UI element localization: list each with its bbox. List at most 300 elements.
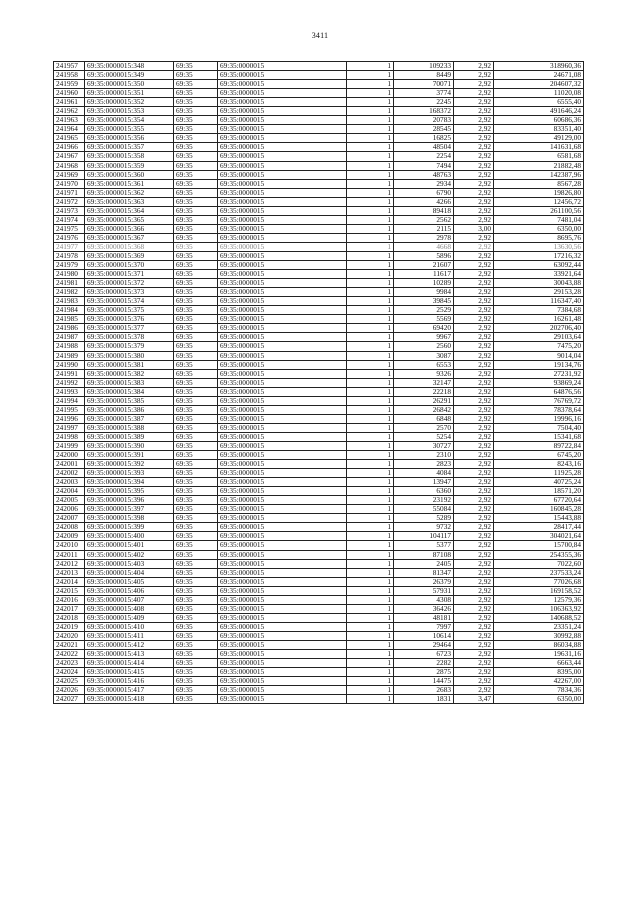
- cadastral-value-cell: 28417,44: [494, 523, 584, 532]
- cadastral-value-cell: 29103,64: [494, 333, 584, 342]
- cadastral-number-cell: 69:35:0000015:406: [85, 586, 174, 595]
- row-number-cell: 241974: [54, 215, 85, 224]
- area-cell: 4668: [394, 242, 454, 251]
- specific-value-cell: 2,92: [454, 460, 494, 469]
- cadastral-value-cell: 140688,52: [494, 613, 584, 622]
- cadastral-number-cell: 69:35:0000015:354: [85, 116, 174, 125]
- cadastral-value-cell: 202706,40: [494, 324, 584, 333]
- cadastral-value-cell: 491646,24: [494, 107, 584, 116]
- group-cell: 1: [347, 242, 394, 251]
- table-row: [54, 360, 584, 369]
- group-cell: 1: [347, 152, 394, 161]
- row-number-cell: 241979: [54, 261, 85, 270]
- row-number-cell: 242022: [54, 650, 85, 659]
- group-cell: 1: [347, 613, 394, 622]
- table-row: [54, 197, 584, 206]
- group-cell: 1: [347, 469, 394, 478]
- area-cell: 6360: [394, 487, 454, 496]
- table-row: [54, 568, 584, 577]
- specific-value-cell: 2,92: [454, 242, 494, 251]
- specific-value-cell: 2,92: [454, 686, 494, 695]
- cadastral-value-cell: 19134,76: [494, 360, 584, 369]
- quarter-number-cell: 69:35:0000015: [218, 441, 347, 450]
- cadastral-value-cell: 8567,28: [494, 179, 584, 188]
- cadastral-number-cell: 69:35:0000015:399: [85, 523, 174, 532]
- district-code-cell: 69:35: [174, 315, 218, 324]
- cadastral-value-cell: 13630,56: [494, 242, 584, 251]
- quarter-number-cell: 69:35:0000015: [218, 143, 347, 152]
- cadastral-value-cell: 19996,16: [494, 414, 584, 423]
- quarter-number-cell: 69:35:0000015: [218, 107, 347, 116]
- row-number-cell: 241980: [54, 270, 85, 279]
- cadastral-value-cell: 15443,88: [494, 514, 584, 523]
- district-code-cell: 69:35: [174, 568, 218, 577]
- district-code-cell: 69:35: [174, 423, 218, 432]
- group-cell: 1: [347, 514, 394, 523]
- area-cell: 23192: [394, 496, 454, 505]
- group-cell: 1: [347, 315, 394, 324]
- specific-value-cell: 2,92: [454, 396, 494, 405]
- area-cell: 2978: [394, 233, 454, 242]
- specific-value-cell: 2,92: [454, 622, 494, 631]
- cadastral-value-cell: 33921,64: [494, 270, 584, 279]
- specific-value-cell: 2,92: [454, 523, 494, 532]
- specific-value-cell: 2,92: [454, 659, 494, 668]
- cadastral-number-cell: 69:35:0000015:405: [85, 577, 174, 586]
- group-cell: 1: [347, 288, 394, 297]
- row-number-cell: 241991: [54, 369, 85, 378]
- row-number-cell: 241964: [54, 125, 85, 134]
- area-cell: 3774: [394, 89, 454, 98]
- area-cell: 10289: [394, 279, 454, 288]
- cadastral-value-cell: 9014,04: [494, 351, 584, 360]
- cadastral-value-cell: 30043,88: [494, 279, 584, 288]
- area-cell: 36426: [394, 604, 454, 613]
- cadastral-number-cell: 69:35:0000015:381: [85, 360, 174, 369]
- group-cell: 1: [347, 650, 394, 659]
- specific-value-cell: 2,92: [454, 568, 494, 577]
- cadastral-value-cell: 77026,68: [494, 577, 584, 586]
- specific-value-cell: 2,92: [454, 360, 494, 369]
- row-number-cell: 242024: [54, 668, 85, 677]
- specific-value-cell: 2,92: [454, 414, 494, 423]
- cadastral-value-cell: 76769,72: [494, 396, 584, 405]
- cadastral-number-cell: 69:35:0000015:374: [85, 297, 174, 306]
- cadastral-value-cell: 106363,92: [494, 604, 584, 613]
- specific-value-cell: 2,92: [454, 152, 494, 161]
- group-cell: 1: [347, 161, 394, 170]
- cadastral-number-cell: 69:35:0000015:368: [85, 242, 174, 251]
- group-cell: 1: [347, 532, 394, 541]
- cadastral-value-cell: 15700,84: [494, 541, 584, 550]
- quarter-number-cell: 69:35:0000015: [218, 197, 347, 206]
- quarter-number-cell: 69:35:0000015: [218, 514, 347, 523]
- table-row: [54, 215, 584, 224]
- district-code-cell: 69:35: [174, 559, 218, 568]
- specific-value-cell: 2,92: [454, 631, 494, 640]
- cadastral-value-cell: 7504,40: [494, 423, 584, 432]
- specific-value-cell: 2,92: [454, 170, 494, 179]
- table-row: [54, 650, 584, 659]
- table-row: [54, 541, 584, 550]
- specific-value-cell: 2,92: [454, 179, 494, 188]
- quarter-number-cell: 69:35:0000015: [218, 604, 347, 613]
- area-cell: 6848: [394, 414, 454, 423]
- row-number-cell: 242013: [54, 568, 85, 577]
- row-number-cell: 241978: [54, 251, 85, 260]
- area-cell: 9732: [394, 523, 454, 532]
- row-number-cell: 242009: [54, 532, 85, 541]
- specific-value-cell: 2,92: [454, 677, 494, 686]
- table-row: [54, 224, 584, 233]
- row-number-cell: 241975: [54, 224, 85, 233]
- table-row: [54, 261, 584, 270]
- quarter-number-cell: 69:35:0000015: [218, 270, 347, 279]
- specific-value-cell: 2,92: [454, 405, 494, 414]
- district-code-cell: 69:35: [174, 116, 218, 125]
- specific-value-cell: 2,92: [454, 297, 494, 306]
- quarter-number-cell: 69:35:0000015: [218, 71, 347, 80]
- row-number-cell: 242021: [54, 641, 85, 650]
- group-cell: 1: [347, 261, 394, 270]
- row-number-cell: 242017: [54, 604, 85, 613]
- table-row: [54, 351, 584, 360]
- specific-value-cell: 2,92: [454, 650, 494, 659]
- cadastral-number-cell: 69:35:0000015:382: [85, 369, 174, 378]
- district-code-cell: 69:35: [174, 360, 218, 369]
- row-number-cell: 242002: [54, 469, 85, 478]
- area-cell: 4308: [394, 595, 454, 604]
- group-cell: 1: [347, 387, 394, 396]
- area-cell: 7997: [394, 622, 454, 631]
- row-number-cell: 242001: [54, 460, 85, 469]
- table-row: [54, 107, 584, 116]
- quarter-number-cell: 69:35:0000015: [218, 613, 347, 622]
- district-code-cell: 69:35: [174, 170, 218, 179]
- quarter-number-cell: 69:35:0000015: [218, 460, 347, 469]
- row-number-cell: 242010: [54, 541, 85, 550]
- cadastral-number-cell: 69:35:0000015:365: [85, 215, 174, 224]
- specific-value-cell: 2,92: [454, 604, 494, 613]
- table-row: [54, 631, 584, 640]
- cadastral-number-cell: 69:35:0000015:397: [85, 505, 174, 514]
- specific-value-cell: 2,92: [454, 423, 494, 432]
- specific-value-cell: 2,92: [454, 107, 494, 116]
- cadastral-value-cell: 24671,08: [494, 71, 584, 80]
- group-cell: 1: [347, 107, 394, 116]
- cadastral-value-cell: 49129,00: [494, 134, 584, 143]
- row-number-cell: 241982: [54, 288, 85, 297]
- cadastral-number-cell: 69:35:0000015:414: [85, 659, 174, 668]
- group-cell: 1: [347, 604, 394, 613]
- area-cell: 6553: [394, 360, 454, 369]
- specific-value-cell: 2,92: [454, 134, 494, 143]
- specific-value-cell: 2,92: [454, 62, 494, 71]
- group-cell: 1: [347, 188, 394, 197]
- area-cell: 8449: [394, 71, 454, 80]
- specific-value-cell: 2,92: [454, 270, 494, 279]
- quarter-number-cell: 69:35:0000015: [218, 496, 347, 505]
- cadastral-value-cell: 6350,00: [494, 224, 584, 233]
- row-number-cell: 242014: [54, 577, 85, 586]
- table-row: [54, 270, 584, 279]
- cadastral-number-cell: 69:35:0000015:349: [85, 71, 174, 80]
- table-row: [54, 577, 584, 586]
- specific-value-cell: 2,92: [454, 161, 494, 170]
- table-row: [54, 188, 584, 197]
- quarter-number-cell: 69:35:0000015: [218, 550, 347, 559]
- quarter-number-cell: 69:35:0000015: [218, 206, 347, 215]
- cadastral-value-cell: 86034,88: [494, 641, 584, 650]
- cadastral-value-cell: 83351,40: [494, 125, 584, 134]
- row-number-cell: 241997: [54, 423, 85, 432]
- district-code-cell: 69:35: [174, 487, 218, 496]
- district-code-cell: 69:35: [174, 161, 218, 170]
- table-row: [54, 396, 584, 405]
- area-cell: 69420: [394, 324, 454, 333]
- cadastral-value-cell: 6350,00: [494, 695, 584, 704]
- group-cell: 1: [347, 631, 394, 640]
- table-row: [54, 677, 584, 686]
- district-code-cell: 69:35: [174, 695, 218, 704]
- quarter-number-cell: 69:35:0000015: [218, 478, 347, 487]
- district-code-cell: 69:35: [174, 378, 218, 387]
- specific-value-cell: 2,92: [454, 487, 494, 496]
- district-code-cell: 69:35: [174, 387, 218, 396]
- table-row: [54, 478, 584, 487]
- cadastral-number-cell: 69:35:0000015:383: [85, 378, 174, 387]
- district-code-cell: 69:35: [174, 631, 218, 640]
- quarter-number-cell: 69:35:0000015: [218, 451, 347, 460]
- cadastral-number-cell: 69:35:0000015:396: [85, 496, 174, 505]
- group-cell: 1: [347, 71, 394, 80]
- specific-value-cell: 2,92: [454, 387, 494, 396]
- table-row: [54, 460, 584, 469]
- row-number-cell: 242003: [54, 478, 85, 487]
- row-number-cell: 241967: [54, 152, 85, 161]
- area-cell: 39845: [394, 297, 454, 306]
- row-number-cell: 242016: [54, 595, 85, 604]
- table-row: [54, 414, 584, 423]
- specific-value-cell: 2,92: [454, 71, 494, 80]
- group-cell: 1: [347, 559, 394, 568]
- cadastral-value-cell: 6663,44: [494, 659, 584, 668]
- row-number-cell: 242000: [54, 451, 85, 460]
- area-cell: 48181: [394, 613, 454, 622]
- cadastral-number-cell: 69:35:0000015:372: [85, 279, 174, 288]
- quarter-number-cell: 69:35:0000015: [218, 414, 347, 423]
- group-cell: 1: [347, 125, 394, 134]
- specific-value-cell: 2,92: [454, 451, 494, 460]
- district-code-cell: 69:35: [174, 677, 218, 686]
- specific-value-cell: 2,92: [454, 80, 494, 89]
- district-code-cell: 69:35: [174, 414, 218, 423]
- table-row: [54, 559, 584, 568]
- cadastral-number-cell: 69:35:0000015:412: [85, 641, 174, 650]
- cadastral-number-cell: 69:35:0000015:352: [85, 98, 174, 107]
- area-cell: 26291: [394, 396, 454, 405]
- table-row: [54, 423, 584, 432]
- cadastral-number-cell: 69:35:0000015:385: [85, 396, 174, 405]
- row-number-cell: 241960: [54, 89, 85, 98]
- cadastral-value-cell: 19631,16: [494, 650, 584, 659]
- quarter-number-cell: 69:35:0000015: [218, 469, 347, 478]
- row-number-cell: 241994: [54, 396, 85, 405]
- group-cell: 1: [347, 134, 394, 143]
- district-code-cell: 69:35: [174, 242, 218, 251]
- cadastral-number-cell: 69:35:0000015:371: [85, 270, 174, 279]
- specific-value-cell: 2,92: [454, 197, 494, 206]
- district-code-cell: 69:35: [174, 306, 218, 315]
- quarter-number-cell: 69:35:0000015: [218, 369, 347, 378]
- table-row: [54, 62, 584, 71]
- district-code-cell: 69:35: [174, 261, 218, 270]
- quarter-number-cell: 69:35:0000015: [218, 333, 347, 342]
- quarter-number-cell: 69:35:0000015: [218, 125, 347, 134]
- quarter-number-cell: 69:35:0000015: [218, 306, 347, 315]
- district-code-cell: 69:35: [174, 152, 218, 161]
- quarter-number-cell: 69:35:0000015: [218, 315, 347, 324]
- quarter-number-cell: 69:35:0000015: [218, 152, 347, 161]
- specific-value-cell: 2,92: [454, 333, 494, 342]
- table-row: [54, 622, 584, 631]
- district-code-cell: 69:35: [174, 441, 218, 450]
- group-cell: 1: [347, 179, 394, 188]
- quarter-number-cell: 69:35:0000015: [218, 668, 347, 677]
- area-cell: 81347: [394, 568, 454, 577]
- cadastral-value-cell: 40725,24: [494, 478, 584, 487]
- row-number-cell: 242018: [54, 613, 85, 622]
- group-cell: 1: [347, 80, 394, 89]
- row-number-cell: 242008: [54, 523, 85, 532]
- cadastral-value-cell: 11925,28: [494, 469, 584, 478]
- table-row: [54, 333, 584, 342]
- group-cell: 1: [347, 224, 394, 233]
- cadastral-value-cell: 8695,76: [494, 233, 584, 242]
- cadastral-number-cell: 69:35:0000015:351: [85, 89, 174, 98]
- area-cell: 2823: [394, 460, 454, 469]
- cadastral-number-cell: 69:35:0000015:356: [85, 134, 174, 143]
- area-cell: 26842: [394, 405, 454, 414]
- area-cell: 9326: [394, 369, 454, 378]
- cadastral-number-cell: 69:35:0000015:408: [85, 604, 174, 613]
- cadastral-value-cell: 67720,64: [494, 496, 584, 505]
- quarter-number-cell: 69:35:0000015: [218, 62, 347, 71]
- district-code-cell: 69:35: [174, 297, 218, 306]
- row-number-cell: 241987: [54, 333, 85, 342]
- table-row: [54, 134, 584, 143]
- cadastral-number-cell: 69:35:0000015:393: [85, 469, 174, 478]
- district-code-cell: 69:35: [174, 550, 218, 559]
- quarter-number-cell: 69:35:0000015: [218, 631, 347, 640]
- group-cell: 1: [347, 324, 394, 333]
- area-cell: 87108: [394, 550, 454, 559]
- cadastral-number-cell: 69:35:0000015:388: [85, 423, 174, 432]
- cadastral-value-cell: 7475,20: [494, 342, 584, 351]
- cadastral-number-cell: 69:35:0000015:367: [85, 233, 174, 242]
- cadastral-number-cell: 69:35:0000015:417: [85, 686, 174, 695]
- row-number-cell: 241990: [54, 360, 85, 369]
- cadastral-value-cell: 169158,52: [494, 586, 584, 595]
- group-cell: 1: [347, 378, 394, 387]
- table-row: [54, 116, 584, 125]
- quarter-number-cell: 69:35:0000015: [218, 242, 347, 251]
- district-code-cell: 69:35: [174, 197, 218, 206]
- quarter-number-cell: 69:35:0000015: [218, 387, 347, 396]
- quarter-number-cell: 69:35:0000015: [218, 297, 347, 306]
- specific-value-cell: 2,92: [454, 496, 494, 505]
- table-row: [54, 233, 584, 242]
- cadastral-value-cell: 7022,60: [494, 559, 584, 568]
- cadastral-number-cell: 69:35:0000015:398: [85, 514, 174, 523]
- cadastral-value-cell: 30992,88: [494, 631, 584, 640]
- table-row: [54, 306, 584, 315]
- specific-value-cell: 2,92: [454, 478, 494, 487]
- area-cell: 2245: [394, 98, 454, 107]
- area-cell: 32147: [394, 378, 454, 387]
- cadastral-number-cell: 69:35:0000015:355: [85, 125, 174, 134]
- row-number-cell: 241959: [54, 80, 85, 89]
- quarter-number-cell: 69:35:0000015: [218, 161, 347, 170]
- specific-value-cell: 2,92: [454, 641, 494, 650]
- district-code-cell: 69:35: [174, 622, 218, 631]
- table-row: [54, 206, 584, 215]
- quarter-number-cell: 69:35:0000015: [218, 423, 347, 432]
- cadastral-value-cell: 27231,92: [494, 369, 584, 378]
- group-cell: 1: [347, 270, 394, 279]
- row-number-cell: 241993: [54, 387, 85, 396]
- district-code-cell: 69:35: [174, 650, 218, 659]
- cadastral-number-cell: 69:35:0000015:386: [85, 405, 174, 414]
- area-cell: 104117: [394, 532, 454, 541]
- table-row: [54, 251, 584, 260]
- specific-value-cell: 2,92: [454, 432, 494, 441]
- quarter-number-cell: 69:35:0000015: [218, 487, 347, 496]
- specific-value-cell: 2,92: [454, 369, 494, 378]
- cadastral-value-cell: 42267,00: [494, 677, 584, 686]
- cadastral-value-cell: 29153,28: [494, 288, 584, 297]
- area-cell: 2282: [394, 659, 454, 668]
- district-code-cell: 69:35: [174, 342, 218, 351]
- cadastral-number-cell: 69:35:0000015:390: [85, 441, 174, 450]
- district-code-cell: 69:35: [174, 89, 218, 98]
- area-cell: 48763: [394, 170, 454, 179]
- table-row: [54, 595, 584, 604]
- district-code-cell: 69:35: [174, 125, 218, 134]
- specific-value-cell: 2,92: [454, 261, 494, 270]
- area-cell: 2562: [394, 215, 454, 224]
- specific-value-cell: 2,92: [454, 532, 494, 541]
- cadastral-value-cell: 19826,80: [494, 188, 584, 197]
- cadastral-value-cell: 60686,36: [494, 116, 584, 125]
- table-row: [54, 170, 584, 179]
- cadastral-number-cell: 69:35:0000015:391: [85, 451, 174, 460]
- area-cell: 29464: [394, 641, 454, 650]
- quarter-number-cell: 69:35:0000015: [218, 224, 347, 233]
- district-code-cell: 69:35: [174, 496, 218, 505]
- table-row: [54, 604, 584, 613]
- quarter-number-cell: 69:35:0000015: [218, 98, 347, 107]
- row-number-cell: 242005: [54, 496, 85, 505]
- group-cell: 1: [347, 333, 394, 342]
- group-cell: 1: [347, 423, 394, 432]
- table-row: [54, 279, 584, 288]
- quarter-number-cell: 69:35:0000015: [218, 233, 347, 242]
- quarter-number-cell: 69:35:0000015: [218, 595, 347, 604]
- specific-value-cell: 2,92: [454, 215, 494, 224]
- quarter-number-cell: 69:35:0000015: [218, 251, 347, 260]
- cadastral-number-cell: 69:35:0000015:373: [85, 288, 174, 297]
